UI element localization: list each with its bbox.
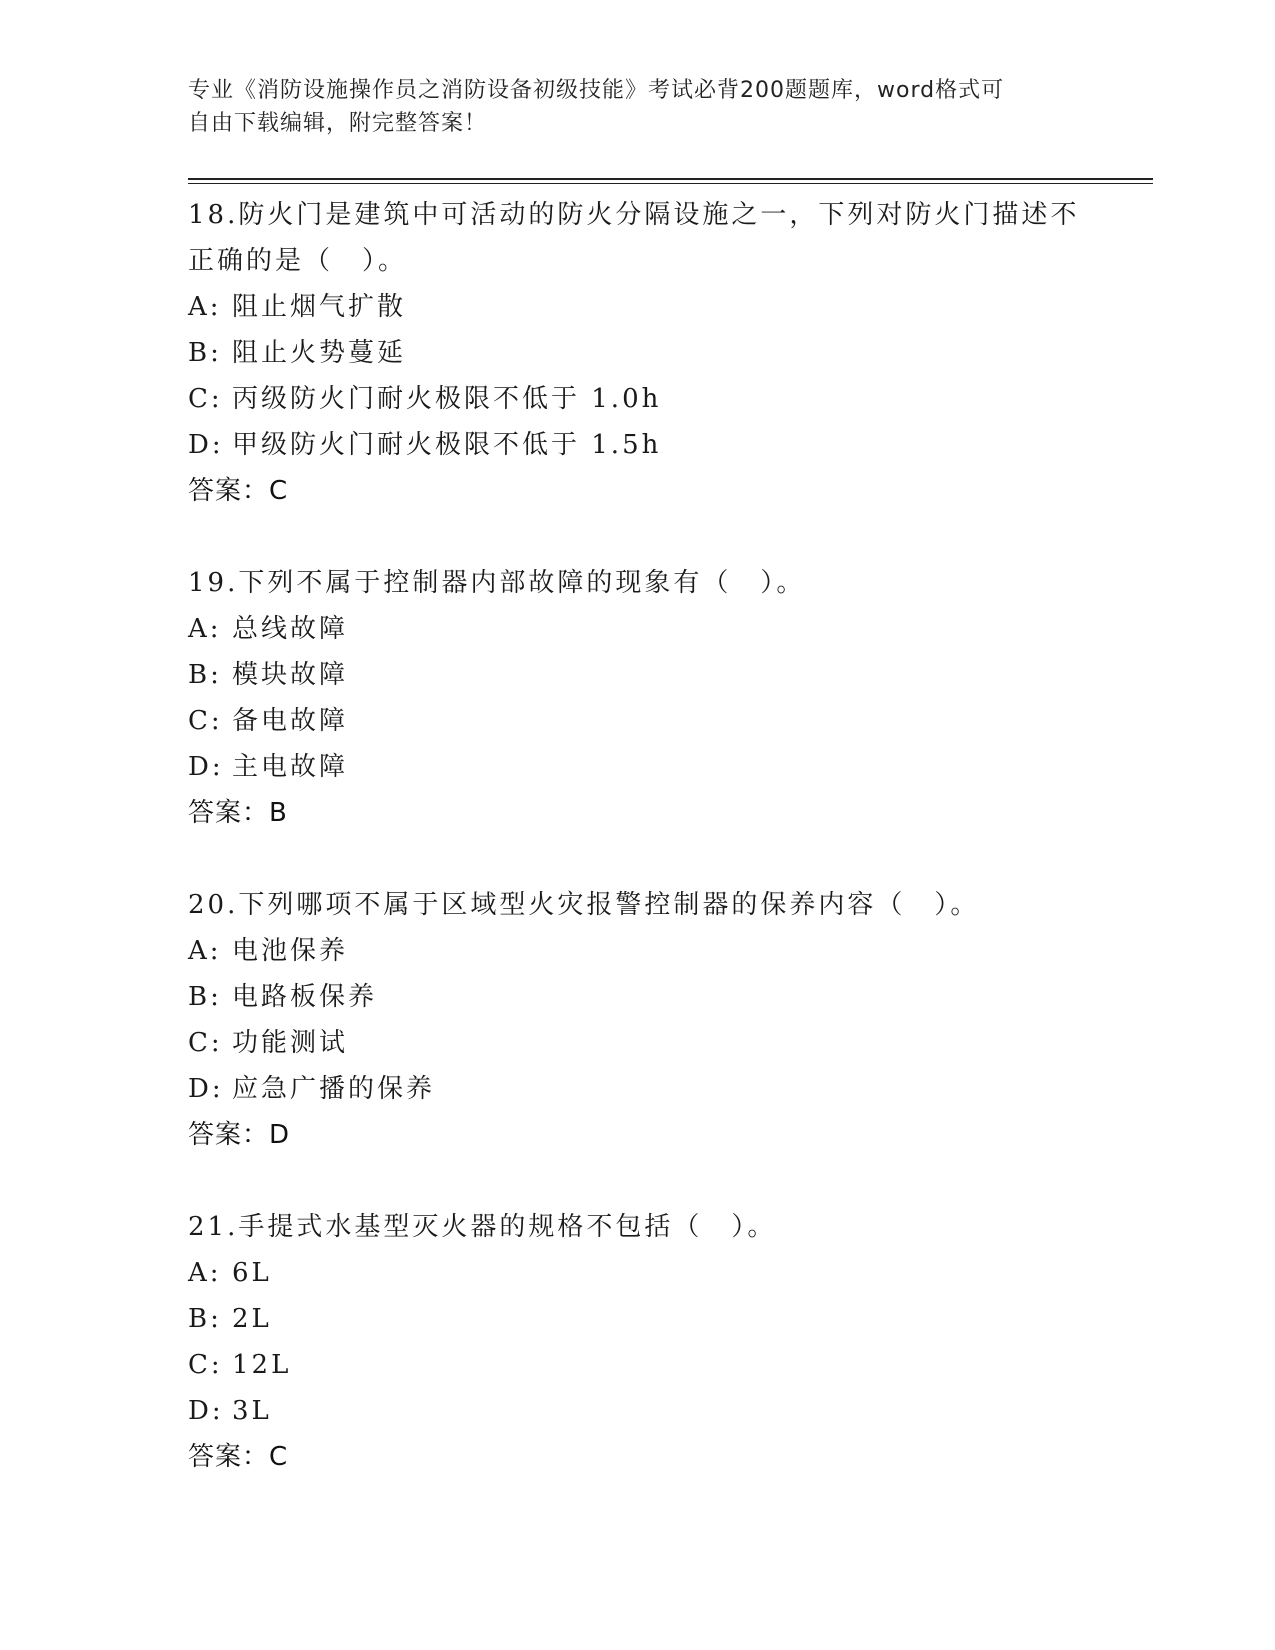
option-key: D: [188, 1396, 224, 1426]
option-key: A: [188, 292, 222, 322]
option-text: 电路板保养 [232, 982, 378, 1012]
question-stem: 20.下列哪项不属于区域型火灾报警控制器的保养内容（ ）。 [188, 890, 980, 920]
question-stem-line-1: 18.防火门是建筑中可活动的防火分隔设施之一，下列对防火门描述不 [188, 200, 1080, 230]
header-line-2: 自由下载编辑，附完整答案！ [188, 111, 488, 136]
option-text: 甲级防火门耐火极限不低于 1.5h [232, 430, 662, 460]
option-key: D: [188, 752, 224, 782]
question-stem [188, 192, 1088, 284]
option-key: C: [188, 384, 223, 414]
question-stem-line-2: 正确的是（ ）。 [188, 246, 408, 276]
option-c [188, 376, 1088, 422]
option-b [188, 652, 1088, 698]
option-key: C: [188, 1028, 223, 1058]
answer-line: 答案：B [188, 798, 288, 828]
option-text: 备电故障 [232, 706, 349, 736]
option-text: 模块故障 [232, 660, 349, 690]
option-key: C: [188, 1350, 223, 1380]
option-d [188, 1388, 1088, 1434]
option-text: 总线故障 [232, 614, 349, 644]
option-key: B: [188, 982, 222, 1012]
header-divider-thick [188, 178, 1153, 180]
option-text: 2L [232, 1304, 272, 1334]
option-text: 阻止火势蔓延 [232, 338, 407, 368]
option-text: 6L [232, 1258, 272, 1288]
option-c [188, 1020, 1088, 1066]
question-18 [188, 192, 1088, 514]
answer-line: 答案：D [188, 1120, 291, 1150]
option-key: D: [188, 430, 224, 460]
question-21 [188, 1204, 1088, 1480]
option-text: 应急广播的保养 [232, 1074, 436, 1104]
option-b [188, 974, 1088, 1020]
option-key: B: [188, 660, 222, 690]
option-d [188, 422, 1088, 468]
option-key: A: [188, 936, 222, 966]
question-stem: 21.手提式水基型灭火器的规格不包括（ ）。 [188, 1212, 777, 1242]
option-key: A: [188, 614, 222, 644]
option-c [188, 1342, 1088, 1388]
option-a [188, 1250, 1088, 1296]
option-d [188, 744, 1088, 790]
option-key: B: [188, 338, 222, 368]
question-19 [188, 560, 1088, 836]
option-key: A: [188, 1258, 222, 1288]
document-header [188, 74, 1088, 140]
option-text: 阻止烟气扩散 [232, 292, 407, 322]
option-c [188, 698, 1088, 744]
answer-line: 答案：C [188, 1442, 289, 1472]
option-b [188, 1296, 1088, 1342]
option-text: 12L [232, 1350, 292, 1380]
option-a [188, 928, 1088, 974]
header-line-1: 专业《消防设施操作员之消防设备初级技能》考试必背200题题库，word格式可 [188, 78, 1005, 103]
option-key: D: [188, 1074, 224, 1104]
answer-line: 答案：C [188, 476, 289, 506]
option-a [188, 606, 1088, 652]
option-text: 功能测试 [232, 1028, 349, 1058]
option-text: 丙级防火门耐火极限不低于 1.0h [232, 384, 662, 414]
question-stem: 19.下列不属于控制器内部故障的现象有（ ）。 [188, 568, 806, 598]
option-text: 3L [232, 1396, 272, 1426]
header-divider-thin [188, 183, 1153, 184]
option-key: C: [188, 706, 223, 736]
option-b [188, 330, 1088, 376]
option-key: B: [188, 1304, 222, 1334]
option-a [188, 284, 1088, 330]
option-text: 电池保养 [232, 936, 349, 966]
question-list [188, 192, 1088, 1526]
option-text: 主电故障 [232, 752, 349, 782]
option-d [188, 1066, 1088, 1112]
question-20 [188, 882, 1088, 1158]
